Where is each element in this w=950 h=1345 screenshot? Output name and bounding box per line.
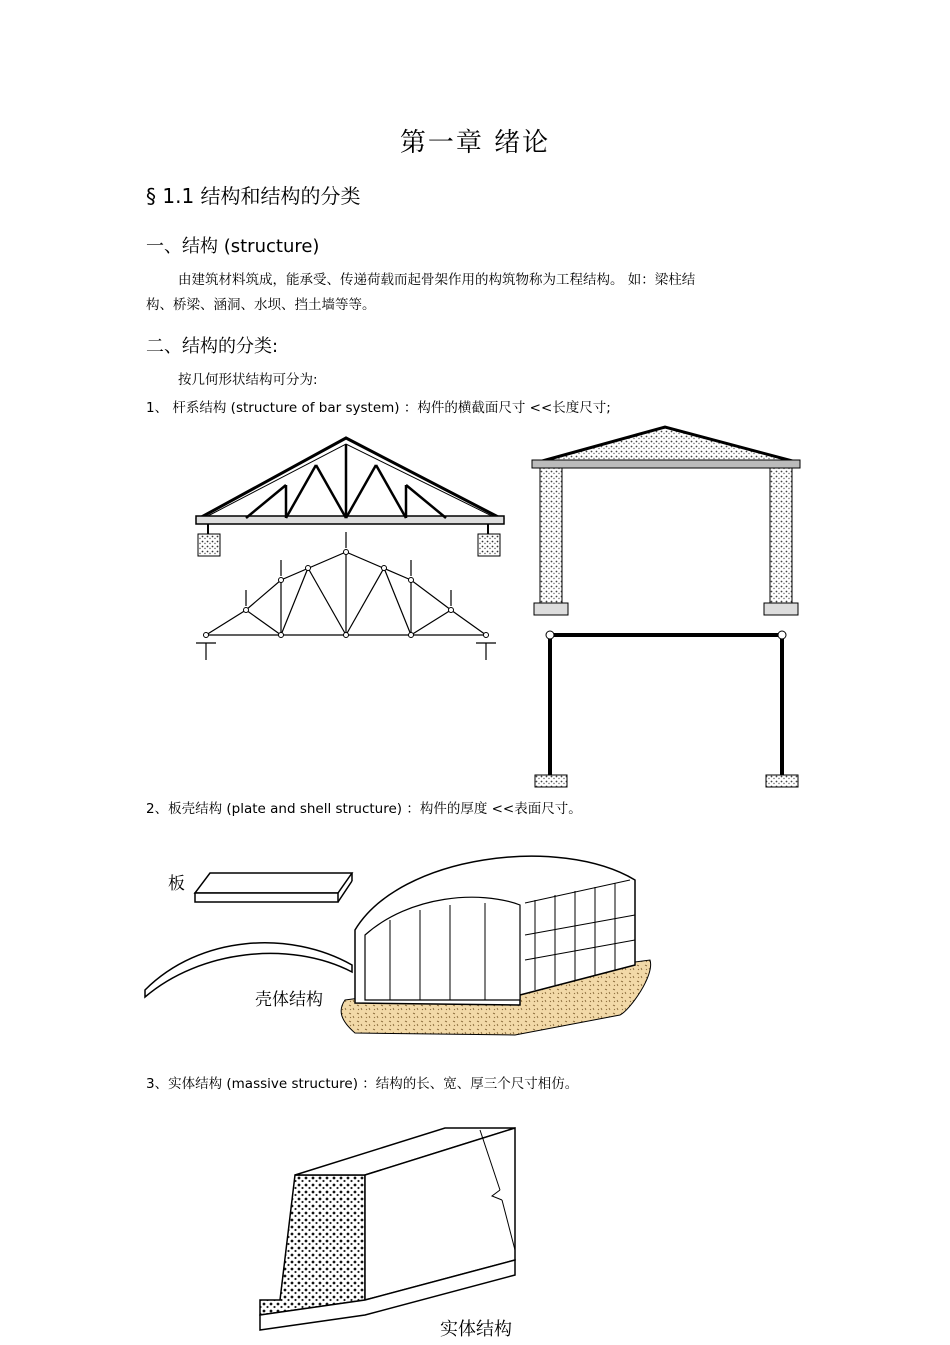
heading-structure: 一、结构 (structure) [146,236,320,257]
massive-label: 实体结构 [440,1319,512,1340]
plate-shell-illustration [140,835,660,1040]
item-bar-system: 1、 杆系结构 (structure of bar system) ：构件的横截面尺寸 <<长度尺寸; [146,400,611,416]
paragraph-definition-line2: 构、桥梁、涵洞、水坝、挡土墙等等。 [146,297,376,313]
frame-illustration [530,425,805,795]
item-plate-shell: 2、板壳结构 (plate and shell structure) ：构件的厚度 <<表面尺寸。 [146,801,582,817]
classification-intro: 按几何形状结构可分为: [178,372,318,388]
paragraph-definition-line1: 由建筑材料筑成，能承受、传递荷载而起骨架作用的构筑物称为工程结构。 如：梁柱结 [178,272,696,288]
shell-label: 壳体结构 [255,990,323,1010]
chapter-title: 第一章 绪论 [399,128,551,158]
heading-classification: 二、结构的分类: [146,336,279,357]
plate-label: 板 [168,874,185,894]
section-title: § 1.1 结构和结构的分类 [146,184,361,208]
massive-structure-illustration [255,1120,535,1340]
item-massive: 3、实体结构 (massive structure) ：结构的长、宽、厚三个尺寸相仿。 [146,1076,579,1092]
truss-illustration [186,430,516,680]
